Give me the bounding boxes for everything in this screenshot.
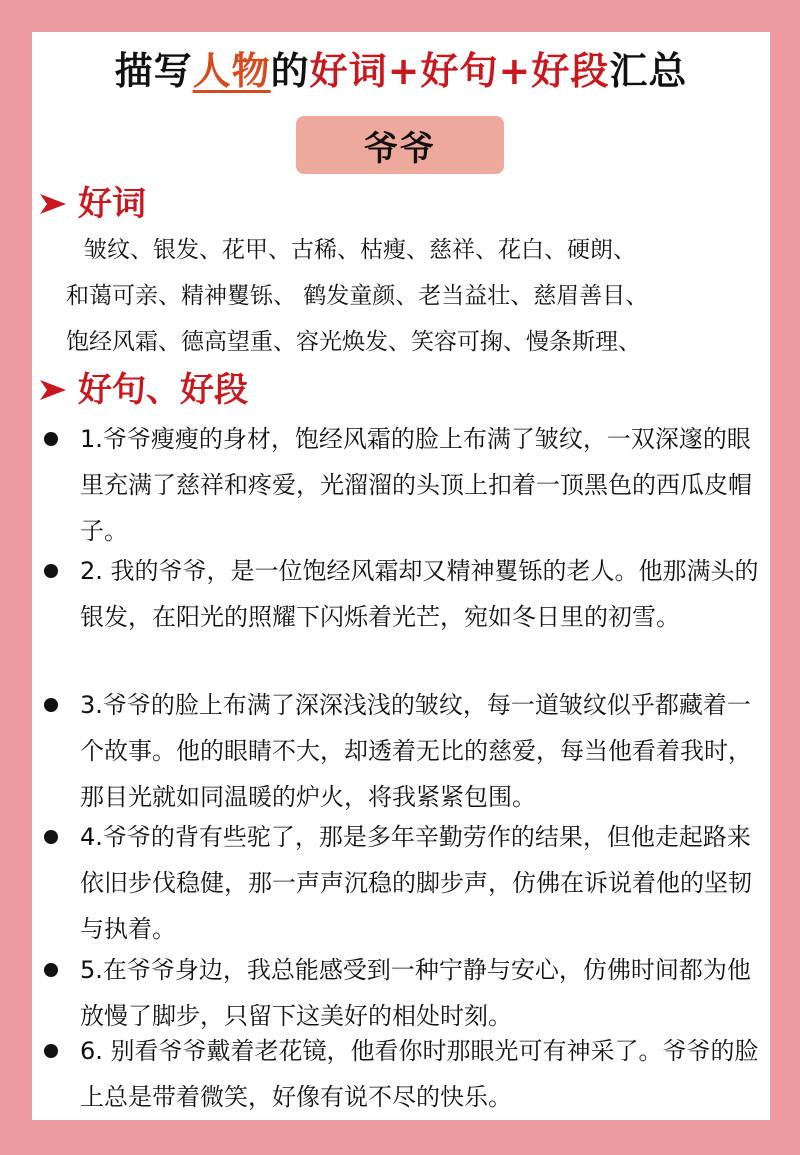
paragraph-text: 1.爷爷瘦瘦的身材，饱经风霜的脸上布满了皱纹，一双深邃的眼里充满了慈祥和疼爱，光溜溜的头顶上扣着一顶黑色的西瓜皮帽子。 xyxy=(80,425,752,545)
words-heading-label: 好词 xyxy=(78,184,146,224)
sentences-heading xyxy=(38,370,248,410)
paragraph-text: 3.爷爷的脸上布满了深深浅浅的皱纹，每一道皱纹似乎都藏着一个故事。他的眼睛不大，却透着无比的慈爱，每当他看着我时，那目光就如同温暖的炉火，将我紧紧包围。 xyxy=(80,691,752,811)
list-item xyxy=(44,416,764,554)
paragraph-text: 6. 别看爷爷戴着老花镜，他看你时那眼光可有神采了。爷爷的脸上总是带着微笑，好像有说不尽的快乐。 xyxy=(80,1037,759,1111)
list-item xyxy=(44,548,764,640)
bullet-icon xyxy=(44,1044,58,1058)
bullet-icon xyxy=(44,698,58,712)
content-card xyxy=(32,32,770,1120)
paragraph-text: 5.在爷爷身边，我总能感受到一种宁静与安心，仿佛时间都为他放慢了脚步，只留下这美好的相处时刻。 xyxy=(80,956,751,1030)
list-item xyxy=(44,1028,764,1120)
title-part-5: 汇总 xyxy=(609,49,688,93)
words-line-3: 饱经风霜、德高望重、容光焕发、笑容可掬、慢条斯理、 xyxy=(66,329,641,355)
list-item xyxy=(44,947,764,1039)
sentences-heading-label: 好句、好段 xyxy=(78,370,248,410)
title-part-3: 的 xyxy=(270,49,310,93)
list-item xyxy=(44,814,764,952)
bullet-icon xyxy=(44,564,58,578)
words-heading xyxy=(38,184,146,224)
arrow-icon xyxy=(38,378,68,402)
list-item xyxy=(44,682,764,820)
arrow-icon xyxy=(38,192,68,216)
page-title xyxy=(32,46,770,96)
words-line-1: 皱纹、银发、花甲、古稀、枯瘦、慈祥、花白、硬朗、 xyxy=(84,237,636,263)
words-line-2: 和蔼可亲、精神矍铄、 鹤发童颜、老当益壮、慈眉善目、 xyxy=(66,283,649,309)
paragraph-text: 2. 我的爷爷，是一位饱经风霜却又精神矍铄的老人。他那满头的银发，在阳光的照耀下闪烁着光芒，宛如冬日里的初雪。 xyxy=(80,557,759,631)
paragraph-text: 4.爷爷的背有些驼了，那是多年辛勤劳作的结果，但他走起路来依旧步伐稳健，那一声声沉稳的脚步声，仿佛在诉说着他的坚韧与执着。 xyxy=(80,823,752,943)
title-part-1: 描写 xyxy=(114,49,193,93)
bullet-icon xyxy=(44,963,58,977)
bullet-icon xyxy=(44,432,58,446)
bullet-icon xyxy=(44,830,58,844)
title-highlight-person: 人物 xyxy=(192,49,271,93)
topic-badge: 爷爷 xyxy=(296,116,504,174)
title-highlight-words: 好词+好句+好段 xyxy=(309,49,610,93)
